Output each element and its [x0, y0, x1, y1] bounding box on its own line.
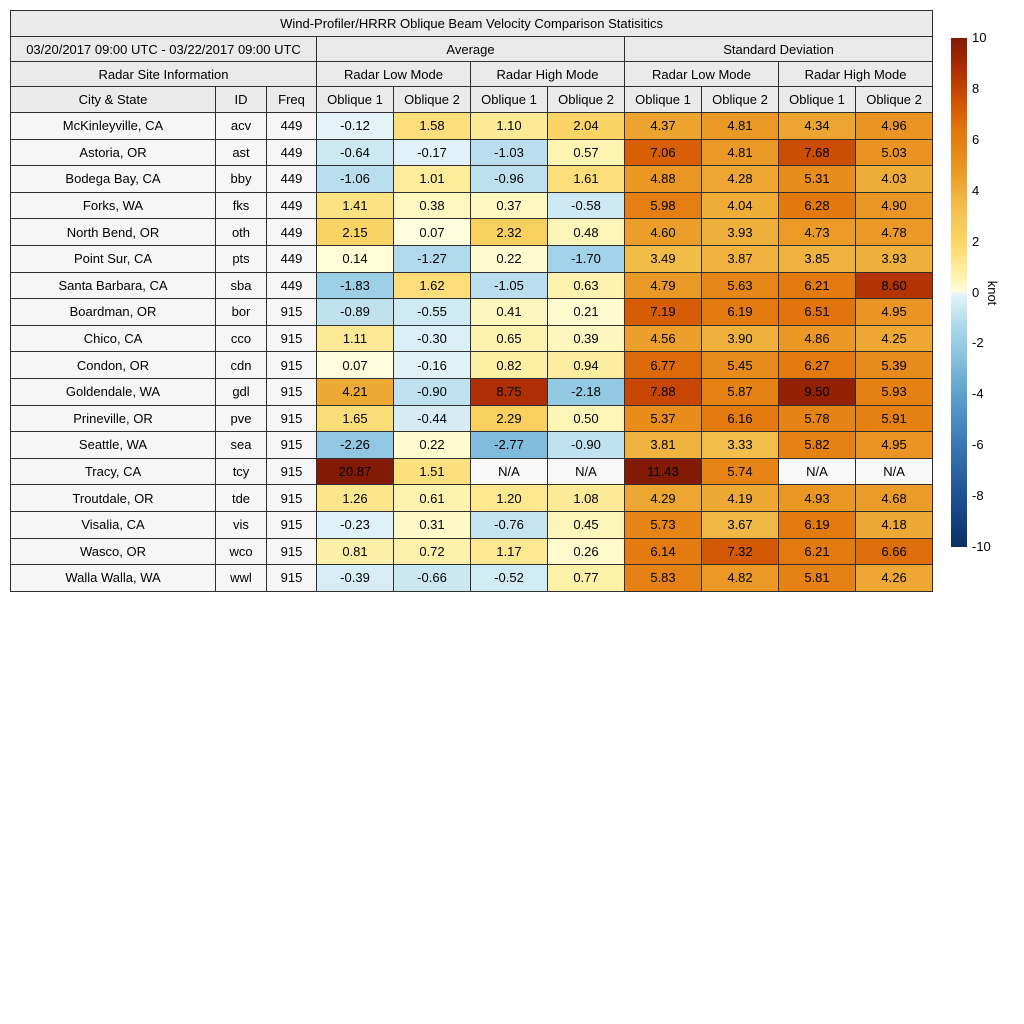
colorbar — [951, 30, 1024, 554]
value-cell: 0.22 — [471, 245, 548, 272]
city-cell: Goldendale, WA — [11, 378, 216, 405]
freq-cell: 915 — [267, 325, 317, 352]
value-cell: 2.29 — [471, 405, 548, 432]
table-row — [11, 458, 933, 485]
value-cell: 4.21 — [317, 378, 394, 405]
table-row — [11, 511, 933, 538]
value-cell: 0.45 — [548, 511, 625, 538]
freq-cell: 449 — [267, 272, 317, 299]
city-state-header: City & State — [11, 87, 216, 113]
colorbar-tick-label: 10 — [972, 30, 987, 45]
city-cell: Santa Barbara, CA — [11, 272, 216, 299]
value-cell: N/A — [548, 458, 625, 485]
id-cell: tde — [216, 485, 267, 512]
value-cell: 3.90 — [702, 325, 779, 352]
value-cell: 2.32 — [471, 219, 548, 246]
city-cell: McKinleyville, CA — [11, 113, 216, 140]
value-cell: 4.68 — [856, 485, 933, 512]
city-cell: Bodega Bay, CA — [11, 166, 216, 193]
colorbar-tick-label: 8 — [972, 80, 980, 96]
id-cell: oth — [216, 219, 267, 246]
std-high-mode-header: Radar High Mode — [779, 62, 933, 87]
value-cell: 4.82 — [702, 565, 779, 592]
value-cell: 1.41 — [317, 192, 394, 219]
value-cell: 3.93 — [702, 219, 779, 246]
title-row — [11, 11, 933, 37]
value-cell: 4.04 — [702, 192, 779, 219]
col-header-oblique-2: Oblique 2 — [394, 87, 471, 113]
value-cell: 5.87 — [702, 378, 779, 405]
id-cell: sba — [216, 272, 267, 299]
table-row — [11, 139, 933, 166]
id-cell: wwl — [216, 565, 267, 592]
colorbar-tick-label: -8 — [972, 488, 984, 504]
value-cell: 6.19 — [779, 511, 856, 538]
value-cell: 1.61 — [548, 166, 625, 193]
value-cell: -1.03 — [471, 139, 548, 166]
value-cell: -1.83 — [317, 272, 394, 299]
city-cell: Troutdale, OR — [11, 485, 216, 512]
value-cell: 5.74 — [702, 458, 779, 485]
group-header-row — [11, 37, 933, 62]
table-row — [11, 378, 933, 405]
table-row — [11, 113, 933, 140]
value-cell: 0.77 — [548, 565, 625, 592]
comparison-table — [10, 10, 933, 592]
freq-cell: 449 — [267, 139, 317, 166]
value-cell: 4.73 — [779, 219, 856, 246]
value-cell: -2.18 — [548, 378, 625, 405]
value-cell: 3.85 — [779, 245, 856, 272]
value-cell: 4.88 — [625, 166, 702, 193]
value-cell: 0.14 — [317, 245, 394, 272]
value-cell: 6.28 — [779, 192, 856, 219]
value-cell: 0.21 — [548, 299, 625, 326]
value-cell: 4.95 — [856, 432, 933, 459]
value-cell: 1.20 — [471, 485, 548, 512]
city-cell: Seattle, WA — [11, 432, 216, 459]
table-row — [11, 192, 933, 219]
value-cell: 0.94 — [548, 352, 625, 379]
value-cell: -2.26 — [317, 432, 394, 459]
value-cell: 1.65 — [317, 405, 394, 432]
value-cell: 4.79 — [625, 272, 702, 299]
freq-cell: 449 — [267, 245, 317, 272]
value-cell: 4.34 — [779, 113, 856, 140]
col-header-oblique-6: Oblique 2 — [702, 87, 779, 113]
value-cell: 0.65 — [471, 325, 548, 352]
value-cell: -1.70 — [548, 245, 625, 272]
value-cell: 5.91 — [856, 405, 933, 432]
city-cell: Wasco, OR — [11, 538, 216, 565]
value-cell: 5.73 — [625, 511, 702, 538]
value-cell: 1.26 — [317, 485, 394, 512]
freq-cell: 915 — [267, 485, 317, 512]
id-cell: acv — [216, 113, 267, 140]
city-cell: Astoria, OR — [11, 139, 216, 166]
freq-cell: 915 — [267, 432, 317, 459]
value-cell: 1.08 — [548, 485, 625, 512]
value-cell: 1.01 — [394, 166, 471, 193]
value-cell: -0.12 — [317, 113, 394, 140]
value-cell: 0.63 — [548, 272, 625, 299]
value-cell: -0.90 — [394, 378, 471, 405]
id-cell: pve — [216, 405, 267, 432]
value-cell: 5.37 — [625, 405, 702, 432]
value-cell: 4.95 — [856, 299, 933, 326]
value-cell: 5.45 — [702, 352, 779, 379]
table-row — [11, 245, 933, 272]
id-cell: ast — [216, 139, 267, 166]
id-cell: cdn — [216, 352, 267, 379]
value-cell: -0.64 — [317, 139, 394, 166]
value-cell: 2.04 — [548, 113, 625, 140]
value-cell: 4.19 — [702, 485, 779, 512]
value-cell: 6.21 — [779, 272, 856, 299]
value-cell: 3.33 — [702, 432, 779, 459]
value-cell: 6.77 — [625, 352, 702, 379]
freq-cell: 449 — [267, 192, 317, 219]
value-cell: 4.25 — [856, 325, 933, 352]
average-group-header: Average — [317, 37, 625, 62]
table-body — [11, 113, 933, 592]
colorbar-tick-label: -10 — [972, 539, 991, 554]
value-cell: 5.82 — [779, 432, 856, 459]
value-cell: 5.31 — [779, 166, 856, 193]
value-cell: 0.39 — [548, 325, 625, 352]
freq-cell: 915 — [267, 511, 317, 538]
value-cell: 4.81 — [702, 139, 779, 166]
value-cell: 0.31 — [394, 511, 471, 538]
value-cell: 5.63 — [702, 272, 779, 299]
value-cell: 6.21 — [779, 538, 856, 565]
value-cell: 0.37 — [471, 192, 548, 219]
freq-cell: 449 — [267, 219, 317, 246]
value-cell: 0.50 — [548, 405, 625, 432]
stddev-group-header: Standard Deviation — [625, 37, 933, 62]
value-cell: 8.75 — [471, 378, 548, 405]
value-cell: 3.93 — [856, 245, 933, 272]
value-cell: 4.26 — [856, 565, 933, 592]
value-cell: 1.17 — [471, 538, 548, 565]
value-cell: 0.48 — [548, 219, 625, 246]
value-cell: 5.98 — [625, 192, 702, 219]
id-cell: sea — [216, 432, 267, 459]
city-cell: Boardman, OR — [11, 299, 216, 326]
value-cell: 7.06 — [625, 139, 702, 166]
value-cell: -2.77 — [471, 432, 548, 459]
freq-cell: 449 — [267, 113, 317, 140]
avg-high-mode-header: Radar High Mode — [471, 62, 625, 87]
value-cell: 0.61 — [394, 485, 471, 512]
value-cell: 5.81 — [779, 565, 856, 592]
value-cell: 6.16 — [702, 405, 779, 432]
value-cell: 0.38 — [394, 192, 471, 219]
value-cell: -0.39 — [317, 565, 394, 592]
value-cell: 7.88 — [625, 378, 702, 405]
value-cell: 4.56 — [625, 325, 702, 352]
col-header-oblique-7: Oblique 1 — [779, 87, 856, 113]
id-cell: pts — [216, 245, 267, 272]
freq-cell: 915 — [267, 565, 317, 592]
mode-header-row — [11, 62, 933, 87]
table-row — [11, 405, 933, 432]
freq-cell: 915 — [267, 352, 317, 379]
value-cell: 5.39 — [856, 352, 933, 379]
value-cell: 6.27 — [779, 352, 856, 379]
std-low-mode-header: Radar Low Mode — [625, 62, 779, 87]
colorbar-tick-label: 6 — [972, 131, 980, 147]
value-cell: 6.19 — [702, 299, 779, 326]
value-cell: -0.76 — [471, 511, 548, 538]
value-cell: 0.07 — [317, 352, 394, 379]
col-header-oblique-1: Oblique 1 — [317, 87, 394, 113]
value-cell: 4.81 — [702, 113, 779, 140]
value-cell: 6.51 — [779, 299, 856, 326]
value-cell: 0.82 — [471, 352, 548, 379]
freq-cell: 915 — [267, 299, 317, 326]
id-cell: bor — [216, 299, 267, 326]
colorbar-tick-label: 2 — [972, 233, 980, 249]
freq-cell: 915 — [267, 378, 317, 405]
freq-cell: 915 — [267, 405, 317, 432]
id-cell: wco — [216, 538, 267, 565]
value-cell: 0.41 — [471, 299, 548, 326]
value-cell: 7.68 — [779, 139, 856, 166]
value-cell: 4.37 — [625, 113, 702, 140]
id-cell: vis — [216, 511, 267, 538]
colorbar-tick-label: 4 — [972, 182, 980, 198]
radar-site-info-header: Radar Site Information — [11, 62, 317, 87]
value-cell: 4.29 — [625, 485, 702, 512]
value-cell: -0.90 — [548, 432, 625, 459]
value-cell: 5.93 — [856, 378, 933, 405]
id-header: ID — [216, 87, 267, 113]
value-cell: 1.10 — [471, 113, 548, 140]
value-cell: 5.83 — [625, 565, 702, 592]
city-cell: Visalia, CA — [11, 511, 216, 538]
value-cell: 4.60 — [625, 219, 702, 246]
table-row — [11, 325, 933, 352]
value-cell: N/A — [471, 458, 548, 485]
value-cell: N/A — [779, 458, 856, 485]
value-cell: 9.50 — [779, 378, 856, 405]
value-cell: 5.78 — [779, 405, 856, 432]
value-cell: 1.11 — [317, 325, 394, 352]
value-cell: -0.58 — [548, 192, 625, 219]
value-cell: N/A — [856, 458, 933, 485]
table-row — [11, 299, 933, 326]
table-row — [11, 219, 933, 246]
value-cell: -0.23 — [317, 511, 394, 538]
city-cell: Forks, WA — [11, 192, 216, 219]
table-row — [11, 485, 933, 512]
city-cell: Walla Walla, WA — [11, 565, 216, 592]
value-cell: 1.58 — [394, 113, 471, 140]
value-cell: 4.96 — [856, 113, 933, 140]
value-cell: -1.27 — [394, 245, 471, 272]
value-cell: -0.55 — [394, 299, 471, 326]
value-cell: 4.28 — [702, 166, 779, 193]
colorbar-tick-label: -4 — [972, 386, 984, 402]
table-row — [11, 272, 933, 299]
avg-low-mode-header: Radar Low Mode — [317, 62, 471, 87]
id-cell: fks — [216, 192, 267, 219]
value-cell: -0.96 — [471, 166, 548, 193]
colorbar-tick-label: 0 — [972, 284, 980, 300]
value-cell: 4.03 — [856, 166, 933, 193]
id-cell: cco — [216, 325, 267, 352]
freq-cell: 915 — [267, 538, 317, 565]
col-header-oblique-8: Oblique 2 — [856, 87, 933, 113]
value-cell: 4.86 — [779, 325, 856, 352]
value-cell: 0.22 — [394, 432, 471, 459]
column-header-row — [11, 87, 933, 113]
value-cell: 0.72 — [394, 538, 471, 565]
city-cell: Condon, OR — [11, 352, 216, 379]
value-cell: 5.03 — [856, 139, 933, 166]
table-row — [11, 565, 933, 592]
value-cell: 6.66 — [856, 538, 933, 565]
value-cell: 0.26 — [548, 538, 625, 565]
value-cell: 1.62 — [394, 272, 471, 299]
colorbar-gradient — [951, 38, 967, 547]
col-header-oblique-5: Oblique 1 — [625, 87, 702, 113]
value-cell: 8.60 — [856, 272, 933, 299]
value-cell: 1.51 — [394, 458, 471, 485]
value-cell: -0.30 — [394, 325, 471, 352]
value-cell: 0.57 — [548, 139, 625, 166]
value-cell: -1.05 — [471, 272, 548, 299]
value-cell: -0.66 — [394, 565, 471, 592]
city-cell: North Bend, OR — [11, 219, 216, 246]
freq-cell: 449 — [267, 166, 317, 193]
value-cell: -0.89 — [317, 299, 394, 326]
value-cell: 3.67 — [702, 511, 779, 538]
col-header-oblique-4: Oblique 2 — [548, 87, 625, 113]
value-cell: 20.87 — [317, 458, 394, 485]
id-cell: gdl — [216, 378, 267, 405]
value-cell: -0.16 — [394, 352, 471, 379]
value-cell: 0.81 — [317, 538, 394, 565]
freq-cell: 915 — [267, 458, 317, 485]
value-cell: 3.49 — [625, 245, 702, 272]
colorbar-tick-label: -2 — [972, 335, 984, 351]
value-cell: -0.52 — [471, 565, 548, 592]
value-cell: 2.15 — [317, 219, 394, 246]
value-cell: -0.44 — [394, 405, 471, 432]
value-cell: 6.14 — [625, 538, 702, 565]
city-cell: Tracy, CA — [11, 458, 216, 485]
value-cell: 4.18 — [856, 511, 933, 538]
value-cell: 4.93 — [779, 485, 856, 512]
col-header-oblique-3: Oblique 1 — [471, 87, 548, 113]
colorbar-tick-label: -6 — [972, 437, 984, 453]
value-cell: 7.19 — [625, 299, 702, 326]
id-cell: tcy — [216, 458, 267, 485]
period-cell: 03/20/2017 09:00 UTC - 03/22/2017 09:00 UTC — [11, 37, 317, 62]
city-cell: Point Sur, CA — [11, 245, 216, 272]
value-cell: 4.78 — [856, 219, 933, 246]
value-cell: 7.32 — [702, 538, 779, 565]
value-cell: 11.43 — [625, 458, 702, 485]
value-cell: 4.90 — [856, 192, 933, 219]
value-cell: -1.06 — [317, 166, 394, 193]
value-cell: 0.07 — [394, 219, 471, 246]
value-cell: 3.87 — [702, 245, 779, 272]
table-row — [11, 352, 933, 379]
colorbar-unit-label: knot — [985, 280, 1000, 305]
freq-header: Freq — [267, 87, 317, 113]
table-row — [11, 166, 933, 193]
table-row — [11, 538, 933, 565]
value-cell: -0.17 — [394, 139, 471, 166]
table-title: Wind-Profiler/HRRR Oblique Beam Velocity Comparison Statisitics — [11, 11, 933, 37]
city-cell: Prineville, OR — [11, 405, 216, 432]
table-row — [11, 432, 933, 459]
id-cell: bby — [216, 166, 267, 193]
city-cell: Chico, CA — [11, 325, 216, 352]
value-cell: 3.81 — [625, 432, 702, 459]
